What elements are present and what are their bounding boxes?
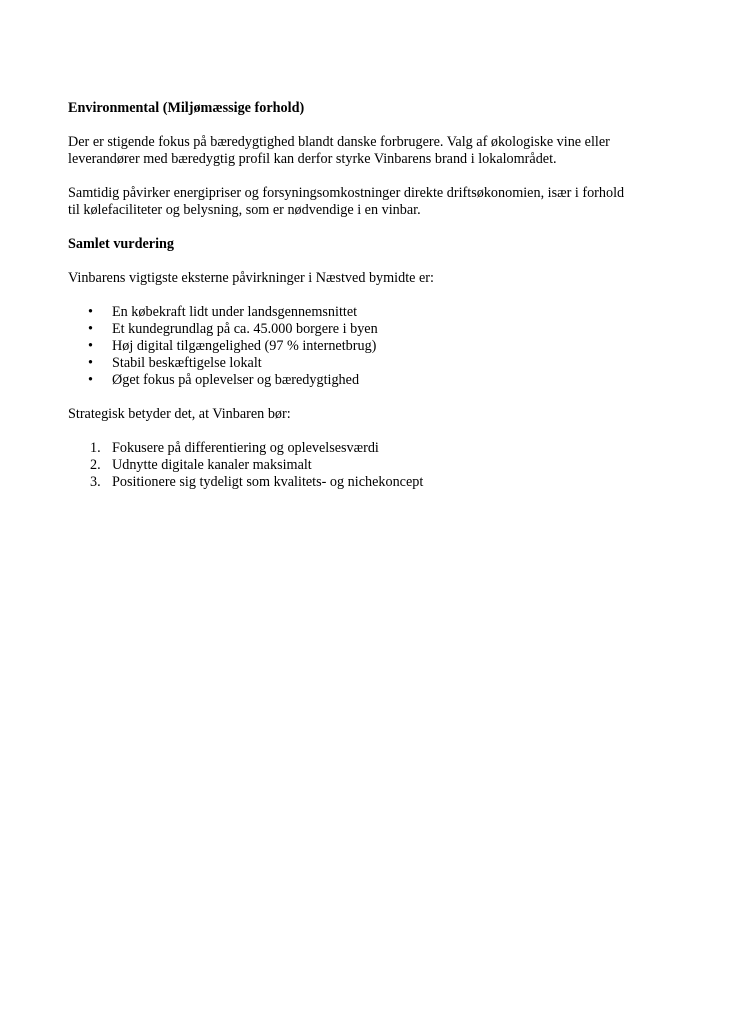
list-item [68, 338, 668, 355]
spacer [68, 423, 668, 440]
list-item [68, 474, 668, 491]
list-item [68, 355, 668, 372]
paragraph-line: Samtidig påvirker energipriser og forsyningsomkostninger direkte driftsøkonomien, især i forhold [68, 185, 625, 201]
spacer [68, 287, 668, 304]
list-item [68, 440, 668, 457]
list-item-text: Udnytte digitale kanaler maksimalt [112, 457, 312, 473]
environmental-paragraph-1 [68, 134, 668, 168]
spacer [68, 117, 668, 134]
document-page [68, 100, 668, 491]
list-item-text: Fokusere på differentiering og oplevelsesværdi [112, 440, 379, 456]
list-item [68, 372, 668, 389]
list-item-text: Et kundegrundlag på ca. 45.000 borgere i byen [112, 321, 378, 337]
numbered-list [68, 440, 668, 491]
list-item-text: Positionere sig tydeligt som kvalitets- og nichekoncept [112, 474, 424, 490]
list-item-text: En købekraft lidt under landsgennemsnittet [112, 304, 358, 320]
list-item-text: Høj digital tilgængelighed (97 % internetbrug) [112, 338, 377, 354]
spacer [68, 389, 668, 406]
bullet-icon: • [88, 355, 93, 371]
paragraph-line: leverandører med bæredygtig profil kan derfor styrke Vinbarens brand i lokalområdet. [68, 151, 557, 167]
summary-heading: Samlet vurdering [68, 236, 175, 252]
bullet-icon: • [88, 321, 93, 337]
list-item [68, 304, 668, 321]
spacer [68, 253, 668, 270]
environmental-paragraph-2 [68, 185, 668, 219]
environmental-heading: Environmental (Miljømæssige forhold) [68, 100, 305, 116]
list-item-text: Øget fokus på oplevelser og bæredygtighed [112, 372, 360, 388]
list-item [68, 321, 668, 338]
list-number: 2. [90, 457, 101, 473]
paragraph-line: til kølefaciliteter og belysning, som er nødvendige i en vinbar. [68, 202, 421, 218]
list-item-text: Stabil beskæftigelse lokalt [112, 355, 262, 371]
bullet-icon: • [88, 338, 93, 354]
strategy-intro: Strategisk betyder det, at Vinbaren bør: [68, 406, 291, 422]
bullet-icon: • [88, 372, 93, 388]
list-item [68, 457, 668, 474]
list-number: 1. [90, 440, 101, 456]
summary-intro: Vinbarens vigtigste eksterne påvirkninger i Næstved bymidte er: [68, 270, 434, 286]
bullet-list [68, 304, 668, 389]
spacer [68, 168, 668, 185]
paragraph-line: Der er stigende fokus på bæredygtighed blandt danske forbrugere. Valg af økologiske vine eller [68, 134, 610, 150]
spacer [68, 219, 668, 236]
list-number: 3. [90, 474, 101, 490]
bullet-icon: • [88, 304, 93, 320]
